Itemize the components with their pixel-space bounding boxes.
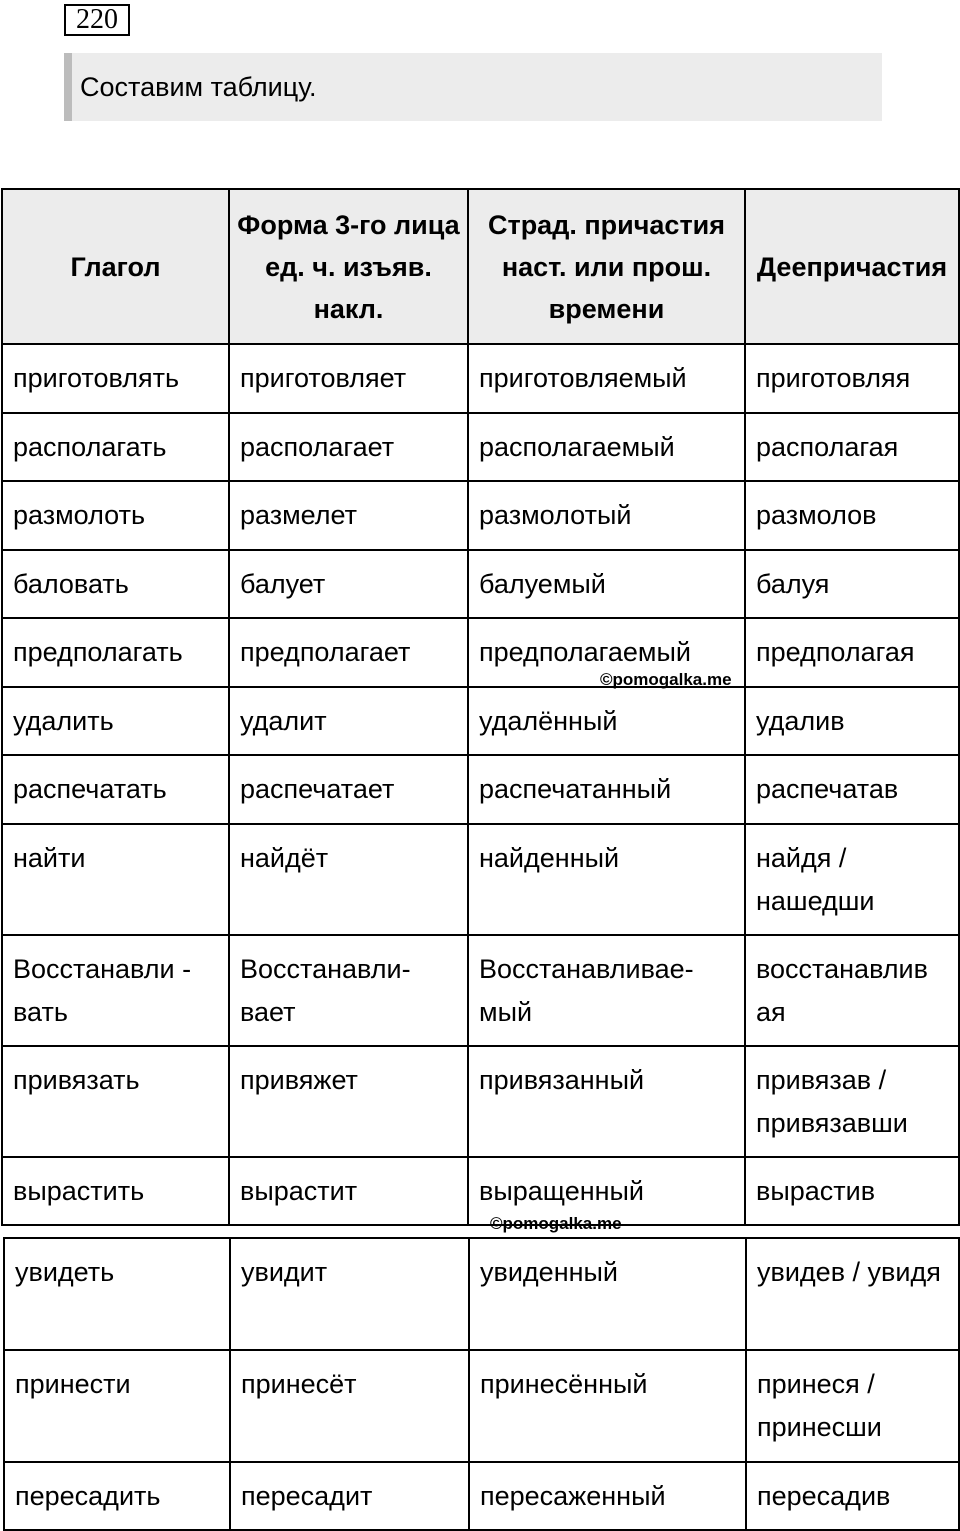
- cell-verb: приготовлять: [2, 344, 229, 413]
- table-row: [2, 1046, 959, 1157]
- cell-passive-participle: выращенный: [468, 1157, 745, 1225]
- cell-third-person: вырастит: [229, 1157, 468, 1225]
- cell-passive-participle: удалённый: [468, 687, 745, 755]
- cell-third-person: располагает: [229, 413, 468, 481]
- cell-passive-participle: найденный: [468, 824, 745, 935]
- cell-gerund: пересадив: [746, 1462, 959, 1530]
- cell-passive-participle: привязанный: [468, 1046, 745, 1157]
- cell-gerund: приготовляя: [745, 344, 959, 413]
- cell-third-person: Восстанавли- вает: [229, 935, 468, 1046]
- cell-third-person: распечатает: [229, 755, 468, 824]
- cell-passive-participle: Восстанавливае- мый: [468, 935, 745, 1046]
- cell-passive-participle: располагаемый: [468, 413, 745, 481]
- watermark: ©pomogalka.me: [490, 1214, 622, 1233]
- cell-gerund: привязав / привязавши: [745, 1046, 959, 1157]
- cell-verb: баловать: [2, 550, 229, 618]
- header-gerund: Деепричастия: [745, 189, 959, 344]
- task-number: 220: [64, 4, 130, 36]
- cell-gerund: распечатав: [745, 755, 959, 824]
- cell-gerund: увидев / увидя: [746, 1238, 959, 1350]
- cell-verb: увидеть: [4, 1238, 230, 1350]
- table-row: [2, 824, 959, 935]
- cell-passive-participle: распечатанный: [468, 755, 745, 824]
- table-row: [2, 687, 959, 755]
- table-row: [2, 935, 959, 1046]
- cell-third-person: удалит: [229, 687, 468, 755]
- cell-gerund: удалив: [745, 687, 959, 755]
- cell-third-person: найдёт: [229, 824, 468, 935]
- cell-third-person: пересадит: [230, 1462, 469, 1530]
- cell-passive-participle: приготовляемый: [468, 344, 745, 413]
- cell-third-person: балует: [229, 550, 468, 618]
- cell-passive-participle: балуемый: [468, 550, 745, 618]
- header-verb: Глагол: [2, 189, 229, 344]
- table-row: [2, 755, 959, 824]
- cell-gerund: располагая: [745, 413, 959, 481]
- cell-gerund: вырастив: [745, 1157, 959, 1225]
- table-row: [4, 1238, 959, 1350]
- cell-gerund: принеся / принесши: [746, 1350, 959, 1462]
- cell-verb: распечатать: [2, 755, 229, 824]
- header-third-person: Форма 3-го лица ед. ч. изъяв. накл.: [229, 189, 468, 344]
- cell-gerund: найдя / нашедши: [745, 824, 959, 935]
- table-row: [2, 618, 959, 687]
- cell-passive-participle: принесённый: [469, 1350, 746, 1462]
- conjugation-table-continued: [3, 1237, 960, 1531]
- table-row: [2, 1157, 959, 1225]
- cell-third-person: приготовляет: [229, 344, 468, 413]
- cell-third-person: принесёт: [230, 1350, 469, 1462]
- cell-passive-participle: размолотый: [468, 481, 745, 550]
- cell-gerund: восстанавлив ая: [745, 935, 959, 1046]
- cell-gerund: предполагая: [745, 618, 959, 687]
- header-passive-participle: Страд. причастия наст. или прош. времени: [468, 189, 745, 344]
- watermark: ©pomogalka.me: [600, 670, 732, 689]
- table-row: [2, 344, 959, 413]
- cell-verb: пересадить: [4, 1462, 230, 1530]
- cell-verb: предполагать: [2, 618, 229, 687]
- cell-third-person: увидит: [230, 1238, 469, 1350]
- cell-passive-participle: предполагаемый: [468, 618, 745, 687]
- table-row: [4, 1462, 959, 1530]
- cell-third-person: предполагает: [229, 618, 468, 687]
- table-row: [4, 1350, 959, 1462]
- table-row: [2, 481, 959, 550]
- cell-gerund: балуя: [745, 550, 959, 618]
- cell-passive-participle: пересаженный: [469, 1462, 746, 1530]
- cell-verb: принести: [4, 1350, 230, 1462]
- cell-verb: найти: [2, 824, 229, 935]
- cell-gerund: размолов: [745, 481, 959, 550]
- cell-verb: удалить: [2, 687, 229, 755]
- table-row: [2, 550, 959, 618]
- conjugation-table: [1, 188, 960, 1226]
- cell-verb: размолоть: [2, 481, 229, 550]
- cell-verb: располагать: [2, 413, 229, 481]
- intro-text: Составим таблицу.: [64, 53, 882, 121]
- cell-third-person: привяжет: [229, 1046, 468, 1157]
- cell-third-person: размелет: [229, 481, 468, 550]
- cell-verb: вырастить: [2, 1157, 229, 1225]
- cell-verb: Восстанавли - вать: [2, 935, 229, 1046]
- cell-verb: привязать: [2, 1046, 229, 1157]
- table-row: [2, 413, 959, 481]
- table-header-row: [2, 189, 959, 344]
- cell-passive-participle: увиденный: [469, 1238, 746, 1350]
